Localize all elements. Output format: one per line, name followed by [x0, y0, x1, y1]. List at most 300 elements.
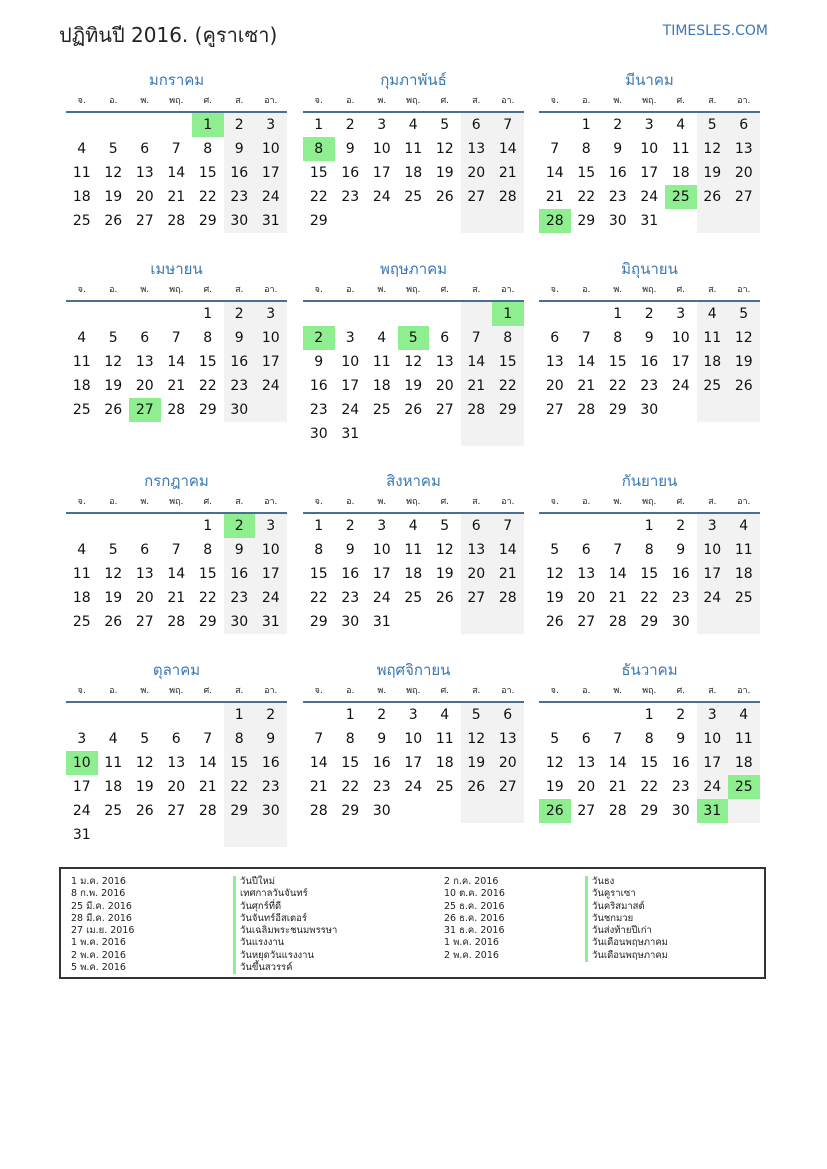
day-cell[interactable]: 20 [167, 779, 186, 795]
day-cell[interactable]: 3 [255, 302, 287, 326]
day-cell[interactable]: 1 [203, 518, 213, 534]
day-cell[interactable]: 18 [435, 755, 454, 771]
day-cell[interactable]: 9 [377, 731, 387, 747]
day-cell[interactable]: 20 [461, 562, 493, 586]
day-cell[interactable]: 10 [255, 137, 287, 161]
day-cell[interactable]: 19 [545, 779, 564, 795]
day-cell[interactable]: 4 [77, 330, 87, 346]
day-cell[interactable]: 4 [728, 703, 760, 727]
day-cell[interactable]: 9 [255, 727, 287, 751]
day-cell[interactable]: 7 [492, 514, 524, 538]
day-cell[interactable]: 22 [492, 374, 524, 398]
day-cell[interactable]: 29 [309, 614, 328, 630]
day-cell[interactable]: 7 [581, 330, 591, 346]
day-cell[interactable]: 13 [435, 354, 454, 370]
day-cell[interactable]: 26 [539, 799, 571, 823]
day-cell[interactable]: 27 [129, 398, 161, 422]
day-cell[interactable]: 26 [135, 803, 154, 819]
day-cell[interactable]: 21 [167, 378, 186, 394]
day-cell[interactable]: 24 [255, 185, 287, 209]
day-cell[interactable]: 1 [192, 113, 224, 137]
day-cell[interactable]: 11 [404, 542, 423, 558]
day-cell[interactable]: 1 [203, 306, 213, 322]
day-cell[interactable]: 27 [545, 402, 564, 418]
day-cell[interactable]: 5 [550, 731, 560, 747]
day-cell[interactable]: 6 [728, 113, 760, 137]
day-cell[interactable]: 25 [72, 213, 91, 229]
day-cell[interactable]: 16 [640, 354, 659, 370]
day-cell[interactable]: 1 [314, 518, 324, 534]
day-cell[interactable]: 16 [608, 165, 627, 181]
day-cell[interactable]: 27 [135, 213, 154, 229]
day-cell[interactable]: 10 [671, 330, 690, 346]
day-cell[interactable]: 25 [728, 775, 760, 799]
day-cell[interactable]: 1 [581, 117, 591, 133]
day-cell[interactable]: 4 [697, 302, 729, 326]
day-cell[interactable]: 7 [613, 542, 623, 558]
day-cell[interactable]: 9 [224, 137, 256, 161]
day-cell[interactable]: 12 [545, 566, 564, 582]
day-cell[interactable]: 21 [492, 562, 524, 586]
day-cell[interactable]: 19 [545, 590, 564, 606]
day-cell[interactable]: 25 [435, 779, 454, 795]
day-cell[interactable]: 2 [345, 518, 355, 534]
day-cell[interactable]: 1 [492, 302, 524, 326]
day-cell[interactable]: 7 [461, 326, 493, 350]
day-cell[interactable]: 6 [461, 514, 493, 538]
day-cell[interactable]: 5 [697, 113, 729, 137]
day-cell[interactable]: 2 [345, 117, 355, 133]
day-cell[interactable]: 18 [404, 165, 423, 181]
day-cell[interactable]: 14 [167, 354, 186, 370]
day-cell[interactable]: 28 [577, 402, 596, 418]
day-cell[interactable]: 24 [671, 378, 690, 394]
day-cell[interactable]: 11 [72, 354, 91, 370]
day-cell[interactable]: 20 [135, 378, 154, 394]
day-cell[interactable]: 27 [728, 185, 760, 209]
day-cell[interactable]: 4 [377, 330, 387, 346]
day-cell[interactable]: 8 [203, 141, 213, 157]
day-cell[interactable]: 3 [255, 514, 287, 538]
day-cell[interactable]: 28 [309, 803, 328, 819]
day-cell[interactable]: 25 [728, 586, 760, 610]
day-cell[interactable]: 1 [644, 707, 654, 723]
day-cell[interactable]: 13 [577, 566, 596, 582]
day-cell[interactable]: 19 [104, 189, 123, 205]
day-cell[interactable]: 24 [697, 775, 729, 799]
day-cell[interactable]: 5 [108, 141, 118, 157]
day-cell[interactable]: 5 [550, 542, 560, 558]
day-cell[interactable]: 31 [255, 209, 287, 233]
day-cell[interactable]: 6 [550, 330, 560, 346]
day-cell[interactable]: 17 [255, 161, 287, 185]
day-cell[interactable]: 8 [644, 731, 654, 747]
day-cell[interactable]: 22 [640, 590, 659, 606]
day-cell[interactable]: 10 [697, 727, 729, 751]
day-cell[interactable]: 30 [224, 398, 256, 422]
day-cell[interactable]: 24 [72, 803, 91, 819]
day-cell[interactable]: 17 [697, 562, 729, 586]
day-cell[interactable]: 8 [613, 330, 623, 346]
brand-link[interactable]: TIMESLES.COM [662, 23, 768, 39]
day-cell[interactable]: 22 [309, 590, 328, 606]
day-cell[interactable]: 22 [640, 779, 659, 795]
day-cell[interactable]: 12 [104, 566, 123, 582]
day-cell[interactable]: 12 [104, 354, 123, 370]
day-cell[interactable]: 8 [581, 141, 591, 157]
day-cell[interactable]: 11 [72, 165, 91, 181]
day-cell[interactable]: 6 [440, 330, 450, 346]
day-cell[interactable]: 28 [167, 213, 186, 229]
day-cell[interactable]: 15 [341, 755, 360, 771]
day-cell[interactable]: 25 [72, 614, 91, 630]
day-cell[interactable]: 13 [135, 165, 154, 181]
day-cell[interactable]: 9 [613, 141, 623, 157]
day-cell[interactable]: 10 [341, 354, 360, 370]
day-cell[interactable]: 11 [728, 538, 760, 562]
day-cell[interactable]: 27 [577, 614, 596, 630]
day-cell[interactable]: 4 [408, 518, 418, 534]
day-cell[interactable]: 5 [728, 302, 760, 326]
day-cell[interactable]: 24 [404, 779, 423, 795]
day-cell[interactable]: 4 [676, 117, 686, 133]
day-cell[interactable]: 20 [577, 590, 596, 606]
day-cell[interactable]: 11 [372, 354, 391, 370]
day-cell[interactable]: 15 [198, 165, 217, 181]
day-cell[interactable]: 17 [255, 350, 287, 374]
day-cell[interactable]: 29 [309, 213, 328, 229]
day-cell[interactable]: 24 [372, 189, 391, 205]
day-cell[interactable]: 17 [697, 751, 729, 775]
day-cell[interactable]: 30 [671, 614, 690, 630]
day-cell[interactable]: 10 [255, 538, 287, 562]
day-cell[interactable]: 19 [135, 779, 154, 795]
day-cell[interactable]: 28 [492, 586, 524, 610]
day-cell[interactable]: 14 [461, 350, 493, 374]
day-cell[interactable]: 6 [461, 113, 493, 137]
day-cell[interactable]: 21 [198, 779, 217, 795]
day-cell[interactable]: 19 [104, 378, 123, 394]
day-cell[interactable]: 22 [608, 378, 627, 394]
day-cell[interactable]: 23 [224, 374, 256, 398]
day-cell[interactable]: 15 [198, 354, 217, 370]
day-cell[interactable]: 15 [577, 165, 596, 181]
day-cell[interactable]: 10 [697, 538, 729, 562]
day-cell[interactable]: 21 [309, 779, 328, 795]
day-cell[interactable]: 27 [461, 586, 493, 610]
day-cell[interactable]: 25 [104, 803, 123, 819]
day-cell[interactable]: 2 [255, 703, 287, 727]
day-cell[interactable]: 28 [198, 803, 217, 819]
day-cell[interactable]: 2 [676, 518, 686, 534]
day-cell[interactable]: 15 [640, 755, 659, 771]
day-cell[interactable]: 21 [577, 378, 596, 394]
day-cell[interactable]: 26 [461, 775, 493, 799]
day-cell[interactable]: 2 [224, 302, 256, 326]
day-cell[interactable]: 13 [728, 137, 760, 161]
day-cell[interactable]: 11 [404, 141, 423, 157]
day-cell[interactable]: 23 [640, 378, 659, 394]
day-cell[interactable]: 23 [341, 590, 360, 606]
day-cell[interactable]: 6 [171, 731, 181, 747]
day-cell[interactable]: 6 [140, 141, 150, 157]
day-cell[interactable]: 29 [224, 799, 256, 823]
day-cell[interactable]: 28 [539, 209, 571, 233]
day-cell[interactable]: 16 [309, 378, 328, 394]
day-cell[interactable]: 13 [461, 538, 493, 562]
day-cell[interactable]: 17 [404, 755, 423, 771]
day-cell[interactable]: 4 [77, 542, 87, 558]
day-cell[interactable]: 14 [167, 566, 186, 582]
day-cell[interactable]: 26 [697, 185, 729, 209]
day-cell[interactable]: 23 [372, 779, 391, 795]
day-cell[interactable]: 2 [303, 326, 335, 350]
day-cell[interactable]: 14 [492, 538, 524, 562]
day-cell[interactable]: 9 [676, 731, 686, 747]
day-cell[interactable]: 11 [697, 326, 729, 350]
day-cell[interactable]: 1 [644, 518, 654, 534]
day-cell[interactable]: 4 [408, 117, 418, 133]
day-cell[interactable]: 13 [492, 727, 524, 751]
day-cell[interactable]: 31 [640, 213, 659, 229]
day-cell[interactable]: 14 [608, 566, 627, 582]
day-cell[interactable]: 17 [640, 165, 659, 181]
day-cell[interactable]: 12 [728, 326, 760, 350]
day-cell[interactable]: 16 [224, 161, 256, 185]
day-cell[interactable]: 22 [198, 189, 217, 205]
day-cell[interactable]: 20 [492, 751, 524, 775]
day-cell[interactable]: 17 [372, 165, 391, 181]
day-cell[interactable]: 12 [545, 755, 564, 771]
day-cell[interactable]: 25 [72, 402, 91, 418]
day-cell[interactable]: 15 [492, 350, 524, 374]
day-cell[interactable]: 14 [492, 137, 524, 161]
day-cell[interactable]: 9 [345, 141, 355, 157]
day-cell[interactable]: 28 [492, 185, 524, 209]
day-cell[interactable]: 10 [66, 751, 98, 775]
day-cell[interactable]: 8 [224, 727, 256, 751]
day-cell[interactable]: 3 [697, 703, 729, 727]
day-cell[interactable]: 4 [728, 514, 760, 538]
day-cell[interactable]: 3 [697, 514, 729, 538]
day-cell[interactable]: 19 [104, 590, 123, 606]
day-cell[interactable]: 11 [435, 731, 454, 747]
day-cell[interactable]: 8 [644, 542, 654, 558]
day-cell[interactable]: 18 [728, 751, 760, 775]
day-cell[interactable]: 28 [608, 803, 627, 819]
day-cell[interactable]: 27 [435, 402, 454, 418]
day-cell[interactable]: 27 [461, 185, 493, 209]
day-cell[interactable]: 3 [77, 731, 87, 747]
day-cell[interactable]: 6 [581, 542, 591, 558]
day-cell[interactable]: 3 [408, 707, 418, 723]
day-cell[interactable]: 28 [461, 398, 493, 422]
day-cell[interactable]: 18 [697, 350, 729, 374]
day-cell[interactable]: 10 [255, 326, 287, 350]
day-cell[interactable]: 31 [255, 610, 287, 634]
day-cell[interactable]: 5 [461, 703, 493, 727]
day-cell[interactable]: 7 [492, 113, 524, 137]
day-cell[interactable]: 7 [171, 141, 181, 157]
day-cell[interactable]: 22 [341, 779, 360, 795]
day-cell[interactable]: 2 [644, 306, 654, 322]
day-cell[interactable]: 13 [545, 354, 564, 370]
day-cell[interactable]: 14 [309, 755, 328, 771]
day-cell[interactable]: 4 [108, 731, 118, 747]
day-cell[interactable]: 9 [644, 330, 654, 346]
day-cell[interactable]: 19 [404, 378, 423, 394]
day-cell[interactable]: 14 [167, 165, 186, 181]
day-cell[interactable]: 10 [640, 141, 659, 157]
day-cell[interactable]: 19 [435, 165, 454, 181]
day-cell[interactable]: 18 [72, 378, 91, 394]
day-cell[interactable]: 10 [372, 542, 391, 558]
day-cell[interactable]: 15 [608, 354, 627, 370]
day-cell[interactable]: 29 [640, 614, 659, 630]
day-cell[interactable]: 16 [224, 350, 256, 374]
day-cell[interactable]: 3 [644, 117, 654, 133]
day-cell[interactable]: 22 [577, 189, 596, 205]
day-cell[interactable]: 10 [372, 141, 391, 157]
day-cell[interactable]: 19 [435, 566, 454, 582]
day-cell[interactable]: 19 [697, 161, 729, 185]
day-cell[interactable]: 25 [404, 590, 423, 606]
day-cell[interactable]: 18 [404, 566, 423, 582]
day-cell[interactable]: 20 [135, 590, 154, 606]
day-cell[interactable]: 30 [255, 799, 287, 823]
day-cell[interactable]: 15 [309, 566, 328, 582]
day-cell[interactable]: 24 [697, 586, 729, 610]
day-cell[interactable]: 29 [198, 614, 217, 630]
day-cell[interactable]: 12 [435, 542, 454, 558]
day-cell[interactable]: 5 [140, 731, 150, 747]
day-cell[interactable]: 26 [104, 213, 123, 229]
day-cell[interactable]: 16 [341, 566, 360, 582]
day-cell[interactable]: 7 [171, 542, 181, 558]
day-cell[interactable]: 23 [309, 402, 328, 418]
day-cell[interactable]: 15 [640, 566, 659, 582]
day-cell[interactable]: 16 [671, 566, 690, 582]
day-cell[interactable]: 13 [577, 755, 596, 771]
day-cell[interactable]: 26 [435, 590, 454, 606]
day-cell[interactable]: 17 [72, 779, 91, 795]
day-cell[interactable]: 22 [309, 189, 328, 205]
day-cell[interactable]: 7 [203, 731, 213, 747]
day-cell[interactable]: 5 [440, 518, 450, 534]
day-cell[interactable]: 14 [545, 165, 564, 181]
day-cell[interactable]: 3 [377, 518, 387, 534]
day-cell[interactable]: 13 [135, 354, 154, 370]
day-cell[interactable]: 18 [72, 590, 91, 606]
day-cell[interactable]: 11 [72, 566, 91, 582]
day-cell[interactable]: 5 [398, 326, 430, 350]
day-cell[interactable]: 24 [640, 189, 659, 205]
day-cell[interactable]: 17 [671, 354, 690, 370]
day-cell[interactable]: 14 [577, 354, 596, 370]
day-cell[interactable]: 12 [435, 141, 454, 157]
day-cell[interactable]: 8 [203, 542, 213, 558]
day-cell[interactable]: 12 [461, 727, 493, 751]
day-cell[interactable]: 12 [404, 354, 423, 370]
day-cell[interactable]: 8 [345, 731, 355, 747]
day-cell[interactable]: 29 [492, 398, 524, 422]
day-cell[interactable]: 30 [640, 402, 659, 418]
day-cell[interactable]: 16 [255, 751, 287, 775]
day-cell[interactable]: 16 [341, 165, 360, 181]
day-cell[interactable]: 21 [608, 779, 627, 795]
day-cell[interactable]: 6 [140, 330, 150, 346]
day-cell[interactable]: 27 [167, 803, 186, 819]
day-cell[interactable]: 30 [224, 209, 256, 233]
day-cell[interactable]: 7 [550, 141, 560, 157]
day-cell[interactable]: 11 [104, 755, 123, 771]
day-cell[interactable]: 8 [492, 326, 524, 350]
day-cell[interactable]: 1 [314, 117, 324, 133]
day-cell[interactable]: 20 [135, 189, 154, 205]
day-cell[interactable]: 28 [608, 614, 627, 630]
day-cell[interactable]: 29 [198, 402, 217, 418]
day-cell[interactable]: 1 [613, 306, 623, 322]
day-cell[interactable]: 23 [255, 775, 287, 799]
day-cell[interactable]: 9 [224, 538, 256, 562]
day-cell[interactable]: 29 [341, 803, 360, 819]
day-cell[interactable]: 14 [198, 755, 217, 771]
day-cell[interactable]: 24 [372, 590, 391, 606]
day-cell[interactable]: 5 [440, 117, 450, 133]
day-cell[interactable]: 15 [198, 566, 217, 582]
day-cell[interactable]: 21 [461, 374, 493, 398]
day-cell[interactable]: 22 [224, 775, 256, 799]
day-cell[interactable]: 1 [224, 703, 256, 727]
day-cell[interactable]: 9 [314, 354, 324, 370]
day-cell[interactable]: 8 [303, 137, 335, 161]
day-cell[interactable]: 11 [671, 141, 690, 157]
day-cell[interactable]: 31 [341, 426, 360, 442]
day-cell[interactable]: 22 [198, 590, 217, 606]
day-cell[interactable]: 27 [492, 775, 524, 799]
day-cell[interactable]: 5 [108, 330, 118, 346]
day-cell[interactable]: 25 [665, 185, 697, 209]
day-cell[interactable]: 9 [224, 326, 256, 350]
day-cell[interactable]: 6 [140, 542, 150, 558]
day-cell[interactable]: 9 [676, 542, 686, 558]
day-cell[interactable]: 6 [492, 703, 524, 727]
day-cell[interactable]: 2 [676, 707, 686, 723]
day-cell[interactable]: 31 [697, 799, 729, 823]
day-cell[interactable]: 26 [435, 189, 454, 205]
day-cell[interactable]: 9 [345, 542, 355, 558]
day-cell[interactable]: 18 [104, 779, 123, 795]
day-cell[interactable]: 6 [581, 731, 591, 747]
day-cell[interactable]: 21 [167, 590, 186, 606]
day-cell[interactable]: 11 [728, 727, 760, 751]
day-cell[interactable]: 24 [255, 586, 287, 610]
day-cell[interactable]: 18 [671, 165, 690, 181]
day-cell[interactable]: 20 [577, 779, 596, 795]
day-cell[interactable]: 13 [167, 755, 186, 771]
day-cell[interactable]: 19 [461, 751, 493, 775]
day-cell[interactable]: 29 [577, 213, 596, 229]
day-cell[interactable]: 29 [608, 402, 627, 418]
day-cell[interactable]: 23 [671, 590, 690, 606]
day-cell[interactable]: 23 [341, 189, 360, 205]
day-cell[interactable]: 7 [613, 731, 623, 747]
day-cell[interactable]: 12 [135, 755, 154, 771]
day-cell[interactable]: 20 [545, 378, 564, 394]
day-cell[interactable]: 23 [608, 189, 627, 205]
day-cell[interactable]: 4 [77, 141, 87, 157]
day-cell[interactable]: 17 [372, 566, 391, 582]
